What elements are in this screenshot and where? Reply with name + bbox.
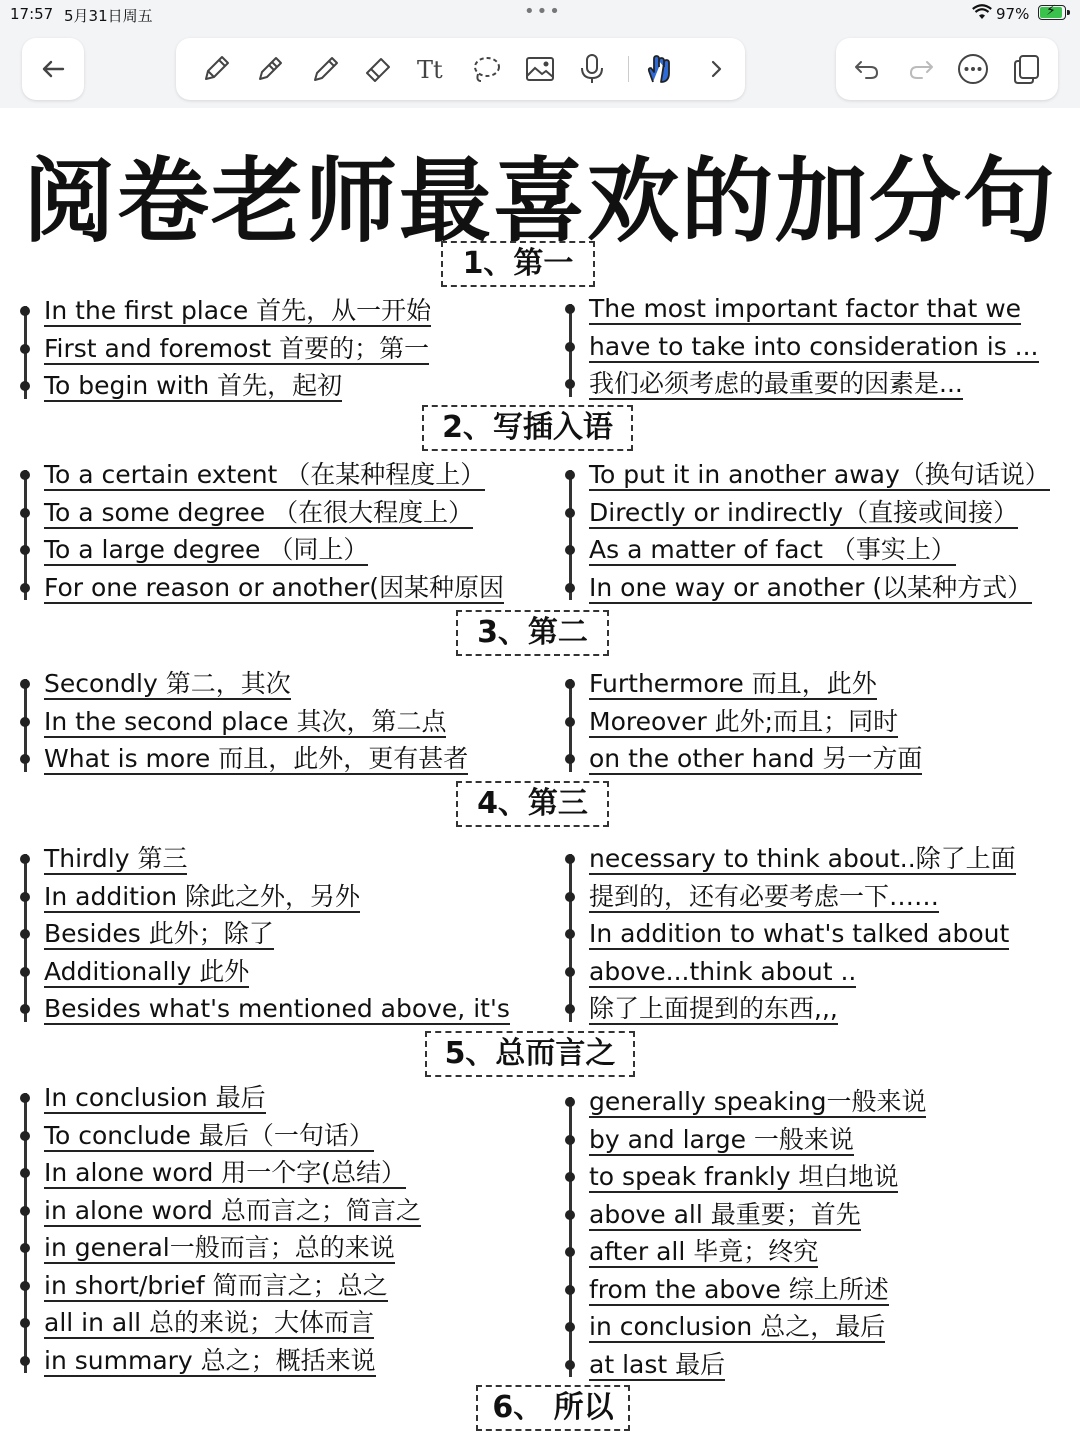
status-time: 17:57 bbox=[10, 5, 54, 23]
phrase-item: in alone word 总而言之；简言之 bbox=[44, 1196, 421, 1227]
bullet-dot bbox=[20, 929, 30, 939]
bullet-dot bbox=[565, 583, 575, 593]
actions-group bbox=[836, 38, 1058, 100]
bullet-dot bbox=[565, 470, 575, 480]
phrase-item: Besides what's mentioned above, it's bbox=[44, 994, 510, 1025]
status-bar bbox=[0, 0, 1080, 28]
phrase-item: The most important factor that we bbox=[589, 294, 1021, 325]
phrase-item: To a some degree （在很大程度上） bbox=[44, 498, 473, 529]
phrase-item: First and foremost 首要的；第一 bbox=[44, 334, 429, 365]
bullet-dot bbox=[565, 929, 575, 939]
phrase-item: necessary to think about..除了上面 bbox=[589, 844, 1016, 875]
bullet-dot bbox=[565, 892, 575, 902]
phrase-item: What is more 而且，此外，更有甚者 bbox=[44, 744, 468, 775]
bullet-dot bbox=[20, 1356, 30, 1366]
marker-icon[interactable] bbox=[306, 51, 342, 87]
text-icon[interactable] bbox=[414, 51, 450, 87]
phrase-item: after all 毕竟；终究 bbox=[589, 1237, 818, 1268]
phrase-item: Besides 此外；除了 bbox=[44, 919, 274, 950]
bullet-dot bbox=[20, 854, 30, 864]
section-heading: 4、第三 bbox=[456, 781, 609, 827]
bullet-dot bbox=[565, 1285, 575, 1295]
bullet-dot bbox=[565, 1172, 575, 1182]
bullet-dot bbox=[565, 1135, 575, 1145]
phrase-item: As a matter of fact （事实上） bbox=[589, 535, 956, 566]
bullet-dot bbox=[565, 679, 575, 689]
phrase-item: Moreover 此外;而且；同时 bbox=[589, 707, 898, 738]
phrase-item: at last 最后 bbox=[589, 1350, 725, 1381]
bullet-dot bbox=[20, 1281, 30, 1291]
phrase-item: all in all 总的来说；大体而言 bbox=[44, 1308, 374, 1339]
bullet-dot bbox=[565, 1322, 575, 1332]
bullet-dot bbox=[565, 304, 575, 314]
bullet-dot bbox=[20, 754, 30, 764]
phrase-item: Thirdly 第三 bbox=[44, 844, 187, 875]
phrase-item: To a large degree （同上） bbox=[44, 535, 368, 566]
phrase-item: on the other hand 另一方面 bbox=[589, 744, 922, 775]
phrase-item: above all 最重要；首先 bbox=[589, 1200, 861, 1231]
back-button[interactable] bbox=[22, 38, 84, 100]
phrase-item: in summary 总之；概括来说 bbox=[44, 1346, 376, 1377]
bullet-dot bbox=[565, 545, 575, 555]
bullet-dot bbox=[20, 1168, 30, 1178]
bullet-dot bbox=[565, 1210, 575, 1220]
redo-icon[interactable] bbox=[903, 51, 939, 87]
bullet-dot bbox=[565, 754, 575, 764]
eraser-icon[interactable] bbox=[360, 51, 396, 87]
hand-icon[interactable] bbox=[642, 51, 678, 87]
section-heading: 5、总而言之 bbox=[425, 1031, 635, 1077]
svg-text:Tt: Tt bbox=[417, 56, 443, 84]
bullet-dot bbox=[20, 1093, 30, 1103]
bullet-dot bbox=[20, 545, 30, 555]
bullet-dot bbox=[20, 717, 30, 727]
image-icon[interactable] bbox=[522, 51, 558, 87]
phrase-item: In one way or another (以某种方式） bbox=[589, 573, 1032, 604]
phrase-item: 提到的，还有必要考虑一下…… bbox=[589, 882, 939, 913]
multitask-dots-icon[interactable]: ••• bbox=[524, 1, 562, 22]
list-rail bbox=[569, 470, 572, 600]
phrase-item: in short/brief 简而言之；总之 bbox=[44, 1271, 388, 1302]
phrase-item: In the second place 其次，第二点 bbox=[44, 707, 446, 738]
tools-group bbox=[176, 38, 745, 100]
phrase-item: from the above 综上所述 bbox=[589, 1275, 889, 1306]
bullet-dot bbox=[20, 1318, 30, 1328]
lasso-icon[interactable] bbox=[468, 51, 504, 87]
bullet-dot bbox=[565, 967, 575, 977]
bullet-dot bbox=[20, 583, 30, 593]
note-canvas[interactable] bbox=[0, 108, 1080, 1440]
phrase-item: above...think about .. bbox=[589, 957, 856, 988]
arrow-left-icon bbox=[35, 51, 71, 87]
bullet-dot bbox=[20, 892, 30, 902]
phrase-item: in conclusion 总之，最后 bbox=[589, 1312, 885, 1343]
chevron-right-icon[interactable] bbox=[698, 51, 734, 87]
bullet-dot bbox=[20, 344, 30, 354]
pen-icon[interactable] bbox=[198, 51, 234, 87]
bullet-dot bbox=[20, 508, 30, 518]
phrase-item: Additionally 此外 bbox=[44, 957, 249, 988]
mic-icon[interactable] bbox=[574, 51, 610, 87]
phrase-item: To conclude 最后（一句话） bbox=[44, 1121, 374, 1152]
phrase-item: To put it in another away（换句话说） bbox=[589, 460, 1050, 491]
bullet-dot bbox=[565, 508, 575, 518]
phrase-item: 除了上面提到的东西,,, bbox=[589, 994, 838, 1025]
phrase-item: In the first place 首先，从一开始 bbox=[44, 296, 431, 327]
bullet-dot bbox=[20, 1131, 30, 1141]
page-title: 阅卷老师最喜欢的加分句 bbox=[22, 148, 1057, 255]
battery-percent: 97% bbox=[996, 5, 1030, 23]
phrase-item: In addition 除此之外，另外 bbox=[44, 882, 360, 913]
phrase-item: have to take into consideration is ... bbox=[589, 332, 1039, 363]
pages-icon[interactable] bbox=[1009, 51, 1045, 87]
bullet-dot bbox=[20, 1206, 30, 1216]
phrase-item: to speak frankly 坦白地说 bbox=[589, 1162, 898, 1193]
bullet-dot bbox=[565, 1097, 575, 1107]
toolbar-divider bbox=[628, 56, 629, 82]
battery-icon: ⚡ bbox=[1038, 5, 1066, 20]
wifi-icon bbox=[972, 4, 992, 20]
bullet-dot bbox=[565, 1004, 575, 1014]
bullet-dot bbox=[565, 717, 575, 727]
phrase-item: 我们必须考虑的最重要的因素是... bbox=[589, 369, 963, 400]
bullet-dot bbox=[20, 470, 30, 480]
bullet-dot bbox=[565, 342, 575, 352]
phrase-item: Furthermore 而且，此外 bbox=[589, 669, 877, 700]
bullet-dot bbox=[20, 1243, 30, 1253]
bullet-dot bbox=[565, 854, 575, 864]
bullet-dot bbox=[20, 306, 30, 316]
phrase-item: For one reason or another(因某种原因 bbox=[44, 573, 504, 604]
section-heading: 1、第一 bbox=[441, 241, 595, 287]
phrase-item: Directly or indirectly（直接或间接） bbox=[589, 498, 1018, 529]
phrase-item: To a certain extent （在某种程度上） bbox=[44, 460, 485, 491]
phrase-item: In addition to what's talked about bbox=[589, 919, 1009, 950]
bullet-dot bbox=[20, 381, 30, 391]
note-toolbar bbox=[0, 28, 1080, 108]
more-icon[interactable] bbox=[955, 51, 991, 87]
phrase-item: In alone word 用一个字(总结） bbox=[44, 1158, 406, 1189]
bullet-dot bbox=[20, 1004, 30, 1014]
undo-icon[interactable] bbox=[849, 51, 885, 87]
bullet-dot bbox=[565, 379, 575, 389]
section-heading: 3、第二 bbox=[456, 610, 609, 656]
phrase-item: in general一般而言；总的来说 bbox=[44, 1233, 395, 1264]
bullet-dot bbox=[20, 967, 30, 977]
bullet-dot bbox=[20, 679, 30, 689]
bullet-dot bbox=[565, 1247, 575, 1257]
phrase-item: Secondly 第二，其次 bbox=[44, 669, 291, 700]
phrase-item: In conclusion 最后 bbox=[44, 1083, 266, 1114]
list-rail bbox=[24, 470, 27, 600]
phrase-item: by and large 一般来说 bbox=[589, 1125, 854, 1156]
pencil-icon[interactable] bbox=[252, 51, 288, 87]
section-heading: 2、写插入语 bbox=[422, 405, 633, 451]
section-heading: 6、 所以 bbox=[476, 1385, 630, 1431]
phrase-item: To begin with 首先，起初 bbox=[44, 371, 342, 402]
phrase-item: generally speaking一般来说 bbox=[589, 1087, 926, 1118]
bullet-dot bbox=[565, 1360, 575, 1370]
status-date: 5月31日周五 bbox=[64, 7, 153, 25]
